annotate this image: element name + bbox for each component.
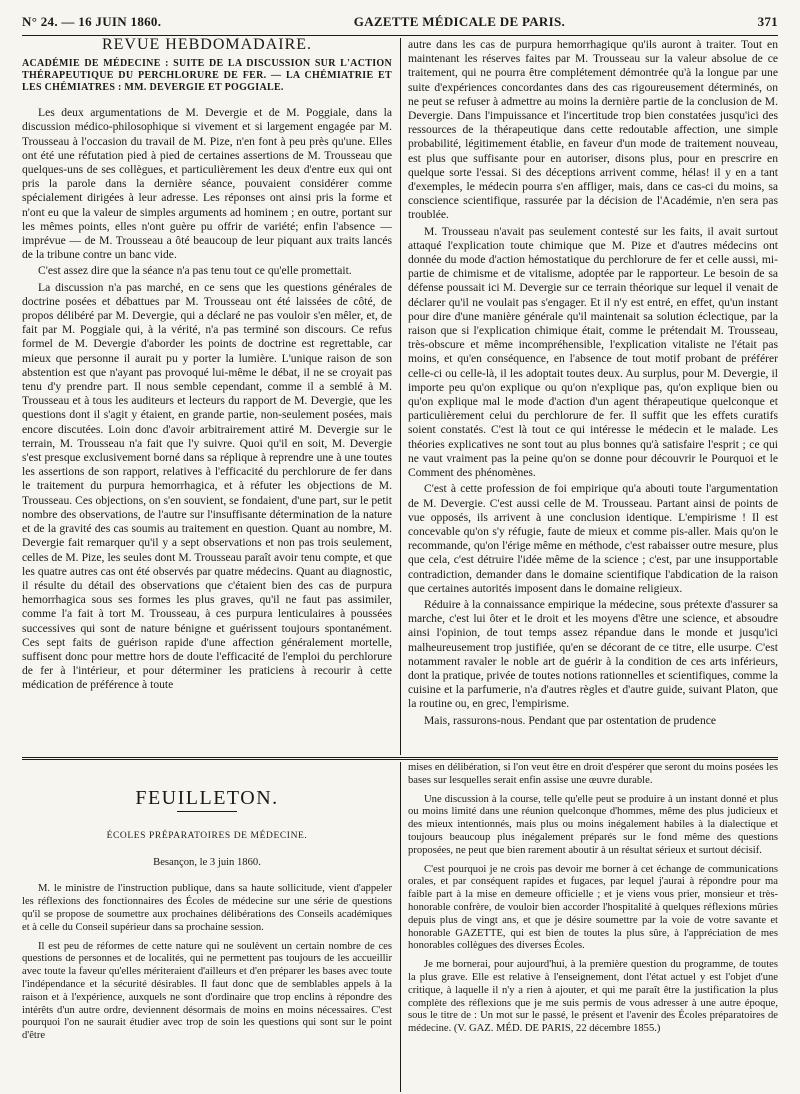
paragraph: Une discussion à la course, telle qu'elle peut se produire à un instant donné et plus ou moins limité dans une réunion quelconque d'hommes, même des plus judicieux et des mieux intentionnés, mais plus ou moins inégalement habiles à la dialectique et toujours beaucoup plus inégalement préparés sur le fond même des questions proposées, ne peut que bien rarement aboutir à un résultat sérieux et surtout décisif. [408,793,778,856]
feuilleton-left-column [22,762,392,1092]
header-rule [22,35,778,36]
paragraph: C'est assez dire que la séance n'a pas tenu tout ce qu'elle promettait. [38,264,352,278]
title-rule [177,811,237,812]
paragraph: C'est pourquoi je ne crois pas devoir me borner à cet échange de communications orales, et par conséquent rapides et fugaces, par lequel j'aurai à répondre pour ma faible part à la mise en demeure officielle ; et je viens vous prier, monsieur et très-honorable confrère, de vouloir bien accorder l'hospitalité à quelques réflexions mûries depuis plus de vingt ans, et que je désire soumettre par la voie de votre savante et honorable GAZETTE, qui est bien de toutes la plus sûre, à l'appréciation de mes honorables collègues des diverses Écoles. [408,863,778,952]
feuilleton-title: FEUILLETON. [135,787,279,809]
journal-title: GAZETTE MÉDICALE DE PARIS. [353,14,566,29]
issue-date: N° 24. — 16 JUIN 1860. [22,14,162,29]
paragraph: mises en délibération, si l'on veut être en droit d'espérer que seront du moins posées les bases sur lesquelles serait enfin assise une œuvre durable. [408,762,778,786]
revue-right-column [408,38,778,755]
paragraph: M. Trousseau n'avait pas seulement contesté sur les faits, il avait surtout attaqué l'explication toute chimique que M. Pize et d'autres médecins ont donnée du mode d'action hémostatique du perchlorure de fer et celle aussi, mi-partie de chimisme et de vitalisme, adoptée par le rapporteur. Le besoin de sa défense poussait ici M. Devergie sur ce terrain théorique sur lequel il venait de déclarer qu'il ne voulait pas s'engager. Et il n'y est entré, en effet, qu'un instant pour dire d'une manière générale qu'il maintenait sa solution éclectique, par la raison que si l'explication chimique était, comme le prétendait M. Trousseau, très-obscure et même incompréhensible, l'explication vitaliste ne l'était pas moins, et qu'en conséquence, en l'absence de tout motif probant de préférer celle-ci ou celle-là, il les adoptait toutes deux. Au surplus, pour M. Devergie, il importe peu qu'on explique ou qu'on n'explique pas, qu'on explique bien ou qu'on explique mal le mode d'action d'un agent thérapeutique quelconque et particulièrement celui du perchlorure de fer. Il suffit que les effets curatifs soient constatés. C'est là tout ce qui intéresse le médecin et le malade. Les théories explicatives ne sont tout au plus bonnes qu'à satisfaire l'esprit ; ce qui ne vaut vraiment pas la peine qu'on se donne pour découvrir le Pourquoi et le Comment des phénomènes. [408,224,778,480]
paragraph: C'est à cette profession de foi empirique qu'a abouti toute l'argumentation de M. Devergie. C'est aussi celle de M. Trousseau. Partant ainsi de points de vue opposés, ils arrivent à une conclusion identique. L'empirisme ! Il est concevable qu'on s'y réfugie, faute de mieux et comme pis-aller. Mais qu'on le recommande, qu'on l'érige même en méthode, c'est rabaisser outre mesure, plus que cela, c'est détruire l'idée même de la science ; c'est, par une insupportable contradiction, demander dans le domaine scientifique l'abdication de la raison que certaines autorités imposent dans le domaine religieux. [408,482,778,595]
feuilleton-right-column [408,762,778,1092]
paragraph: Il est peu de réformes de cette nature qui ne soulèvent un certain nombre de ces questions de personnes et de localités, qui ne permettent pas toujours de les accueillir avec toute la faveur qu'elles mériteraient d'ailleurs et d'en préparer les bases avec toute l'indépendance et la sécurité désirables. Il faut donc que de semblables appels à la raison et à l'expérience, auxquels ne sont d'ordinaire que trop enclins à répondre des intérêts d'un autre ordre, deviennent désormais de moins en moins nécessaires. C'est pourquoi l'on ne saurait étudier avec trop de soin les questions qui sont sur le point d'être [22,940,392,1042]
paragraph: M. le ministre de l'instruction publique, dans sa haute sollicitude, vient d'appeler les réflexions des fonctionnaires des Écoles de médecine sur une série de questions qu'il se propose de soumettre aux prochaines délibérations des Conseils académiques et à celle du Conseil supérieur dans sa prochaine session. [22,883,392,933]
revue-left-column [22,38,392,755]
dateline: Besançon, le 3 juin 1860. [153,856,261,868]
revue-subhead: ACADÉMIE DE MÉDECINE : SUITE DE LA DISCUSSION SUR L'ACTION THÉRAPEUTIQUE DU PERCHLORURE DE FER. — LA CHÉMIATRIE ET LES CHÉMIATRES : MM. DEVERGIE ET POGGIALE. [22,58,392,94]
revue-title: REVUE HEBDOMADAIRE. [101,38,313,53]
paragraph: Je me bornerai, pour aujourd'hui, à la première question du programme, de toutes la plus grave. Elle est relative à l'enseignement, dont l'état actuel y est l'objet d'une critique, à laquelle il n'y a rien à ajouter, et qui me paraît être la justification la plus complète des réflexions que je me suis permis de vous adresser à une autre époque, sous le titre de : Un mot sur le passé, le présent et l'avenir des Écoles préparatoires de médecine. (V. GAZ. MÉD. DE PARIS, 22 décembre 1855.) [408,959,778,1035]
paragraph: Les deux argumentations de M. Devergie et de M. Poggiale, dans la discussion médico-philosophique si vivement et si largement engagée par M. Trousseau à l'occasion du travail de M. Pize, n'en font à peu près qu'une. Elles ont été une réfutation pied à pied de certaines assertions de M. Trousseau que quelques-uns de ses collègues, et particulièrement les deux d'entre eux qui ont pris la parole dans la dernière séance, pouvaient considérer comme spécialement dirigées à leur adresse. Les réponses ont ainsi pris la forme et n'ont eu que la valeur de simples arguments ad hominem ; en outre, portant sur les mêmes points, elles n'ont guère pu offrir de variété; enfin l'absence — imprévue — de M. Trousseau a ôté beaucoup de leur piquant aux traits lancés de la tribune contre un banc vide. [22,106,392,262]
page-header [22,12,778,32]
paragraph: La discussion n'a pas marché, en ce sens que les questions générales de doctrine posées et débattues par M. Trousseau ont été laissées de côté, de propos délibéré par M. Devergie, qui a déclaré ne pas vouloir s'en mêler, et, de fait par M. Poggiale qui, à la vérité, n'a pas terminé son discours. Ce refus formel de M. Devergie d'aborder les points de doctrine est regrettable, car mieux que personne il aurait pu y porter la lumière. L'unique raison de son abstention est que n'ayant pas provoqué lui-même le débat, il ne se croyait pas tenu d'y prendre part. Il nous semble cependant, comme il a semblé à M. Trousseau et à tous les auditeurs et lecteurs du rapport de M. Devergie, que les questions dont il s'agit y étaient, en grande partie, non-seulement posées, mais encore discutées. Loin donc d'avoir arbitrairement attiré M. Devergie sur le terrain, M. Trousseau n'a fait que l'y suivre. Quoi qu'il en soit, M. Devergie s'est presque exclusivement borné dans sa réplique à reprendre une à une toutes les assertions de son rapport, relatives à l'efficacité du perchlorure de fer dans le traitement du purpura hemorrhagica, et à réfuter les objections de M. Trousseau. Ces objections, on s'en souvient, se fondaient, d'une part, sur le petit nombre des observations, de l'autre sur l'insuffisante détermination de la nature et de la gravité des cas soumis au traitement en question. Quant au nombre, M. Devergie fait remarquer qu'il y a sept observations et non pas trois seulement, celles de M. Pize, les seules dont M. Trousseau paraît avoir tenu compte, et que les quatre autres cas ont été observés par quatre médecins. Quant au diagnostic, il résulte du détail des observations que c'étaient bien des cas de purpura hemorrhagica sous ses formes les plus graves, qu'il ne faut pas assimiler, comme l'a fait à tort M. Trousseau, à ces purpura lenticulaires à poussées successives qui sont de nature bénigne et guérissent toujours spontanément. Ces sept faits de guérison rapide d'une affection généralement mortelle, suffisent donc pour mettre hors de doute l'efficacité de l'emploi du perchlorure de fer à l'intérieur, et pour déterminer les praticiens à recourir à cette médication de préférence à toute [22,280,392,692]
feuilleton-subtitle: ÉCOLES PRÉPARATOIRES DE MÉDECINE. [106,830,308,841]
column-divider-top [400,38,401,755]
feuilleton-separator [22,757,778,760]
paragraph: Mais, rassurons-nous. Pendant que par ostentation de prudence [424,713,717,727]
page-number: 371 [757,14,778,29]
paragraph: Réduire à la connaissance empirique la médecine, sous prétexte d'assurer sa marche, c'est lui ôter et le droit et les moyens d'être une science, et absoudre ainsi l'opinion, de tout temps assez répandue dans le monde et jusqu'ici malheureusement trop justifiée, qu'en se décorant de ce titre, elle usurpe. C'est notamment ravaler le noble art de guérir à la condition de ces arts inférieurs, dont la pratique, privée de toutes notions rationnelles et scientifiques, comme la cuisine et la parfumerie, n'a d'autres règles et d'autre guide, suivant Platon, que la routine ou, en grec, l'empirisme. [408,597,778,711]
paragraph: autre dans les cas de purpura hemorrhagique qu'ils auront à traiter. Tout en maintenant les réserves faites par M. Trousseau sur la valeur absolue de ce traitement, qui ne pourra être complétement démontrée qu'à la longue par une suite d'expériences concordantes dans des cas rigoureusement déterminés, on ne peut se refuser à admettre au moins la dernière partie de la conclusion de M. Devergie. Dans l'impuissance et l'incertitude trop bien constatées jusqu'ici des ressources de la thérapeutique dans cette redoutable affection, une simple probabilité, légitimement établie, en faveur d'un mode de traitement nouveau, est plus que suffisante pour en autoriser, disons plus, pour en prescrire en quelque sorte l'essai. Si des déceptions arrivent comme, hélas! il y en a tant d'exemples, le médecin pourra s'en affliger, mais, dans ce cas-ci du moins, sa conscience scientifique, rassurée par la décision de l'Académie, n'en sera pas troublée. [408,38,778,222]
column-divider-bottom [400,762,401,1092]
